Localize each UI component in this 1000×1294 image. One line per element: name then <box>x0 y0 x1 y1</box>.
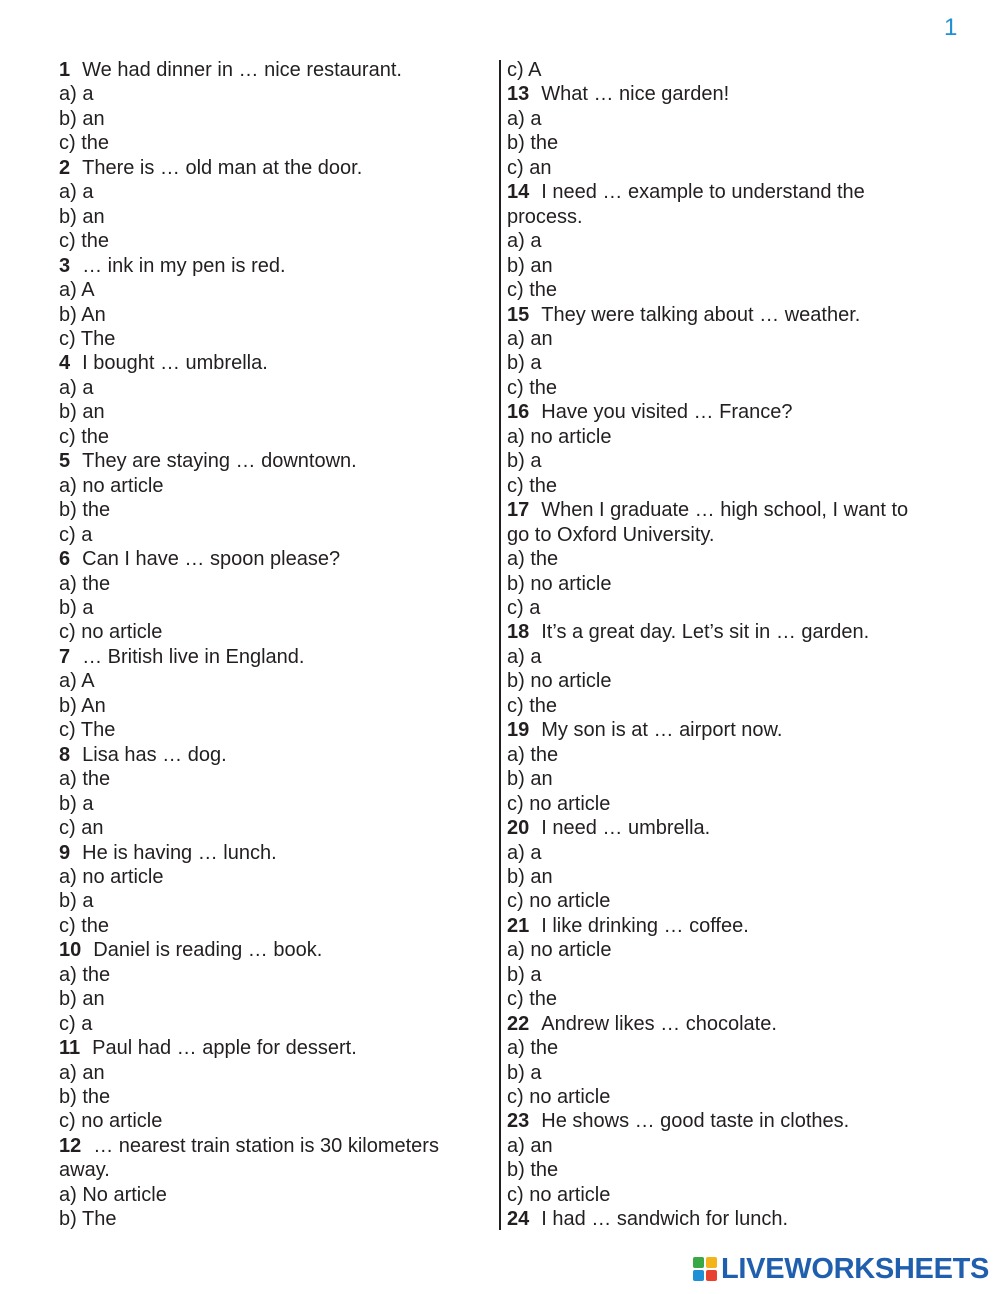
question-line <box>59 254 489 278</box>
question-text: away. <box>59 1159 110 1182</box>
question-block <box>507 1109 957 1207</box>
question-line <box>507 400 957 424</box>
question-block <box>59 254 489 352</box>
question-line <box>59 1158 489 1182</box>
question-text: They are staying … downtown. <box>82 450 357 473</box>
answer-option[interactable]: a) a <box>507 107 542 130</box>
answer-option[interactable]: a) the <box>59 963 111 986</box>
question-line <box>507 1012 957 1036</box>
question-number: 23 <box>507 1110 530 1133</box>
question-line <box>59 743 489 767</box>
question-text: … nearest train station is 30 kilometers <box>93 1134 439 1157</box>
answer-option[interactable]: b) the <box>59 499 111 522</box>
answer-option[interactable]: b) an <box>59 205 105 228</box>
answer-option[interactable]: c) the <box>59 230 110 253</box>
answer-option[interactable]: a) A <box>59 279 95 302</box>
question-number: 11 <box>59 1037 81 1060</box>
answer-option[interactable]: b) an <box>507 768 553 791</box>
question-text: process. <box>507 205 583 228</box>
answer-option[interactable]: c) The <box>59 719 116 742</box>
question-line <box>59 1134 489 1158</box>
answer-option[interactable]: a) no article <box>507 939 612 962</box>
question-block <box>59 1134 489 1232</box>
question-line <box>507 1109 957 1133</box>
answer-option[interactable]: c) an <box>59 817 104 840</box>
question-number: 7 <box>59 645 71 668</box>
answer-option[interactable]: c) the <box>507 474 558 497</box>
answer-option[interactable]: a) the <box>59 572 111 595</box>
question-text: There is … old man at the door. <box>82 156 363 179</box>
question-text: When I graduate … high school, I want to <box>541 499 909 522</box>
question-number: 19 <box>507 719 530 742</box>
right-column <box>507 58 957 1232</box>
question-line <box>59 156 489 180</box>
question-block <box>507 1207 957 1231</box>
answer-option[interactable]: a) No article <box>59 1183 167 1206</box>
question-text: He shows … good taste in clothes. <box>541 1110 850 1133</box>
answer-option[interactable]: c) the <box>59 132 110 155</box>
answer-option[interactable]: b) a <box>59 596 94 619</box>
question-line <box>507 498 957 522</box>
answer-option[interactable]: c) no article <box>507 890 611 913</box>
question-block <box>507 914 957 1012</box>
answer-option[interactable]: a) a <box>507 645 542 668</box>
answer-option[interactable]: a) the <box>59 768 111 791</box>
column-divider <box>499 60 501 1230</box>
answer-option[interactable]: b) no article <box>507 670 612 693</box>
question-text: We had dinner in … nice restaurant. <box>82 59 402 81</box>
question-line <box>507 718 957 742</box>
answer-option[interactable]: b) a <box>507 352 542 375</box>
answer-option[interactable]: b) The <box>59 1208 117 1231</box>
answer-option[interactable]: b) an <box>507 254 553 277</box>
answer-option[interactable]: c) the <box>507 376 558 399</box>
question-text: Daniel is reading … book. <box>93 939 323 962</box>
question-text: My son is at … airport now. <box>541 719 783 742</box>
question-text: Have you visited … France? <box>541 401 793 424</box>
question-text: go to Oxford University. <box>507 523 715 546</box>
question-number: 14 <box>507 181 530 204</box>
question-block <box>59 743 489 841</box>
logo-square-red <box>706 1270 717 1281</box>
question-text: Paul had … apple for dessert. <box>92 1037 357 1060</box>
answer-option[interactable]: c) the <box>507 988 558 1011</box>
answer-option[interactable]: a) the <box>507 548 559 571</box>
answer-option[interactable]: b) an <box>59 401 105 424</box>
liveworksheets-logo[interactable] <box>693 1252 989 1286</box>
answer-option[interactable]: b) an <box>507 865 553 888</box>
answer-option[interactable]: b) no article <box>507 572 612 595</box>
answer-option[interactable]: b) An <box>59 694 106 717</box>
question-line <box>59 547 489 571</box>
answer-option[interactable]: c) a <box>507 596 541 619</box>
answer-option[interactable]: a) the <box>507 1037 559 1060</box>
question-number: 5 <box>59 450 71 473</box>
answer-option[interactable]: b) an <box>59 988 105 1011</box>
question-block <box>59 156 489 254</box>
question-text: I bought … umbrella. <box>82 352 268 375</box>
question-text: I had … sandwich for lunch. <box>541 1208 789 1231</box>
answer-option[interactable]: b) the <box>59 1086 111 1109</box>
question-line <box>507 523 957 547</box>
answer-option[interactable]: a) no article <box>507 425 612 448</box>
answer-option[interactable]: a) no article <box>59 474 164 497</box>
question-line <box>507 205 957 229</box>
answer-option[interactable]: b) a <box>507 450 542 473</box>
answer-option[interactable]: a) a <box>59 181 94 204</box>
answer-option[interactable]: a) an <box>507 1134 553 1157</box>
answer-option[interactable]: c) no article <box>507 1086 611 1109</box>
page-number: 1 <box>944 14 958 41</box>
question-line <box>507 816 957 840</box>
question-number: 9 <box>59 841 71 864</box>
answer-option[interactable]: c) the <box>59 425 110 448</box>
left-column <box>59 58 489 1232</box>
question-line <box>59 841 489 865</box>
question-block <box>59 351 489 449</box>
answer-option[interactable]: c) a <box>59 1012 93 1035</box>
question-text: I need … umbrella. <box>541 817 711 840</box>
question-block <box>59 547 489 645</box>
question-text: They were talking about … weather. <box>541 303 861 326</box>
answer-option[interactable]: a) a <box>59 376 94 399</box>
question-block <box>507 400 957 498</box>
answer-option[interactable]: c) The <box>59 327 116 350</box>
question-line <box>59 449 489 473</box>
answer-option[interactable]: b) a <box>59 890 94 913</box>
logo-square-yellow <box>706 1257 717 1268</box>
question-number: 24 <box>507 1208 530 1231</box>
question-line <box>59 351 489 375</box>
question-text: It’s a great day. Let’s sit in … garden. <box>541 621 870 644</box>
question-text: He is having … lunch. <box>82 841 277 864</box>
answer-option[interactable]: b) the <box>507 132 559 155</box>
logo-square-blue <box>693 1270 704 1281</box>
question-number: 17 <box>507 499 530 522</box>
question-line <box>507 620 957 644</box>
question-number: 10 <box>59 939 82 962</box>
logo-square-green <box>693 1257 704 1268</box>
question-line <box>507 914 957 938</box>
question-block <box>59 58 489 156</box>
answer-option[interactable]: a) no article <box>59 865 164 888</box>
question-number: 13 <box>507 83 530 106</box>
question-line <box>59 645 489 669</box>
question-block <box>507 82 957 180</box>
question-line <box>507 1207 957 1231</box>
answer-option[interactable]: b) a <box>507 1061 542 1084</box>
question-line <box>507 82 957 106</box>
question-text: I need … example to understand the <box>541 181 865 204</box>
question-text: … ink in my pen is red. <box>82 254 286 277</box>
answer-option[interactable]: c) no article <box>59 1110 163 1133</box>
answer-option[interactable]: a) an <box>507 327 553 350</box>
question-number: 4 <box>59 352 71 375</box>
question-line <box>59 1036 489 1060</box>
question-block <box>507 620 957 718</box>
question-block <box>59 938 489 1036</box>
question-number: 6 <box>59 548 71 571</box>
question-block <box>507 498 957 620</box>
question-text: Can I have … spoon please? <box>82 548 341 571</box>
question-number: 15 <box>507 303 530 326</box>
answer-option[interactable]: a) A <box>59 670 95 693</box>
answer-option[interactable]: c) a <box>59 523 93 546</box>
answer-option[interactable]: b) a <box>507 963 542 986</box>
question-text: What … nice garden! <box>541 83 730 106</box>
question-line <box>59 938 489 962</box>
question-block <box>59 1036 489 1134</box>
question-block <box>507 58 957 82</box>
question-number: 16 <box>507 401 530 424</box>
question-number: 1 <box>59 59 71 81</box>
question-line <box>507 180 957 204</box>
question-line <box>59 58 489 82</box>
question-number: 8 <box>59 743 71 766</box>
answer-option[interactable]: a) the <box>507 743 559 766</box>
question-text: Lisa has … dog. <box>82 743 227 766</box>
question-number: 22 <box>507 1012 530 1035</box>
question-text: I like drinking … coffee. <box>541 914 749 937</box>
question-text: Andrew likes … chocolate. <box>541 1012 777 1035</box>
question-block <box>507 303 957 401</box>
answer-option[interactable]: a) a <box>59 83 94 106</box>
liveworksheets-logo-icon <box>693 1257 717 1281</box>
answer-option[interactable]: b) An <box>59 303 106 326</box>
question-number: 20 <box>507 817 530 840</box>
answer-option[interactable]: b) an <box>59 107 105 130</box>
answer-option[interactable]: a) a <box>507 841 542 864</box>
question-number: 2 <box>59 156 71 179</box>
answer-option[interactable]: b) a <box>59 792 94 815</box>
question-number: 18 <box>507 621 530 644</box>
question-block <box>59 449 489 547</box>
answer-option[interactable]: c) no article <box>59 621 163 644</box>
answer-option[interactable]: c) no article <box>507 1183 611 1206</box>
answer-option[interactable]: a) a <box>507 230 542 253</box>
logo-text: LIVEWORKSHEETS <box>721 1252 990 1285</box>
question-number: 3 <box>59 254 71 277</box>
answer-option[interactable]: c) an <box>507 156 552 179</box>
question-block <box>507 1012 957 1110</box>
question-block <box>507 816 957 914</box>
question-text: … British live in England. <box>82 645 305 668</box>
question-number: 12 <box>59 1134 82 1157</box>
answer-option[interactable]: c) no article <box>507 792 611 815</box>
answer-option[interactable]: a) an <box>59 1061 105 1084</box>
answer-option[interactable]: b) the <box>507 1159 559 1182</box>
question-block <box>507 180 957 302</box>
question-block <box>59 841 489 939</box>
question-number: 21 <box>507 914 530 937</box>
answer-option[interactable]: c) A <box>507 59 542 81</box>
question-block <box>59 645 489 743</box>
answer-option[interactable]: c) the <box>507 279 558 302</box>
answer-option[interactable]: c) the <box>59 914 110 937</box>
question-block <box>507 718 957 816</box>
question-line <box>507 303 957 327</box>
answer-option[interactable]: c) the <box>507 694 558 717</box>
